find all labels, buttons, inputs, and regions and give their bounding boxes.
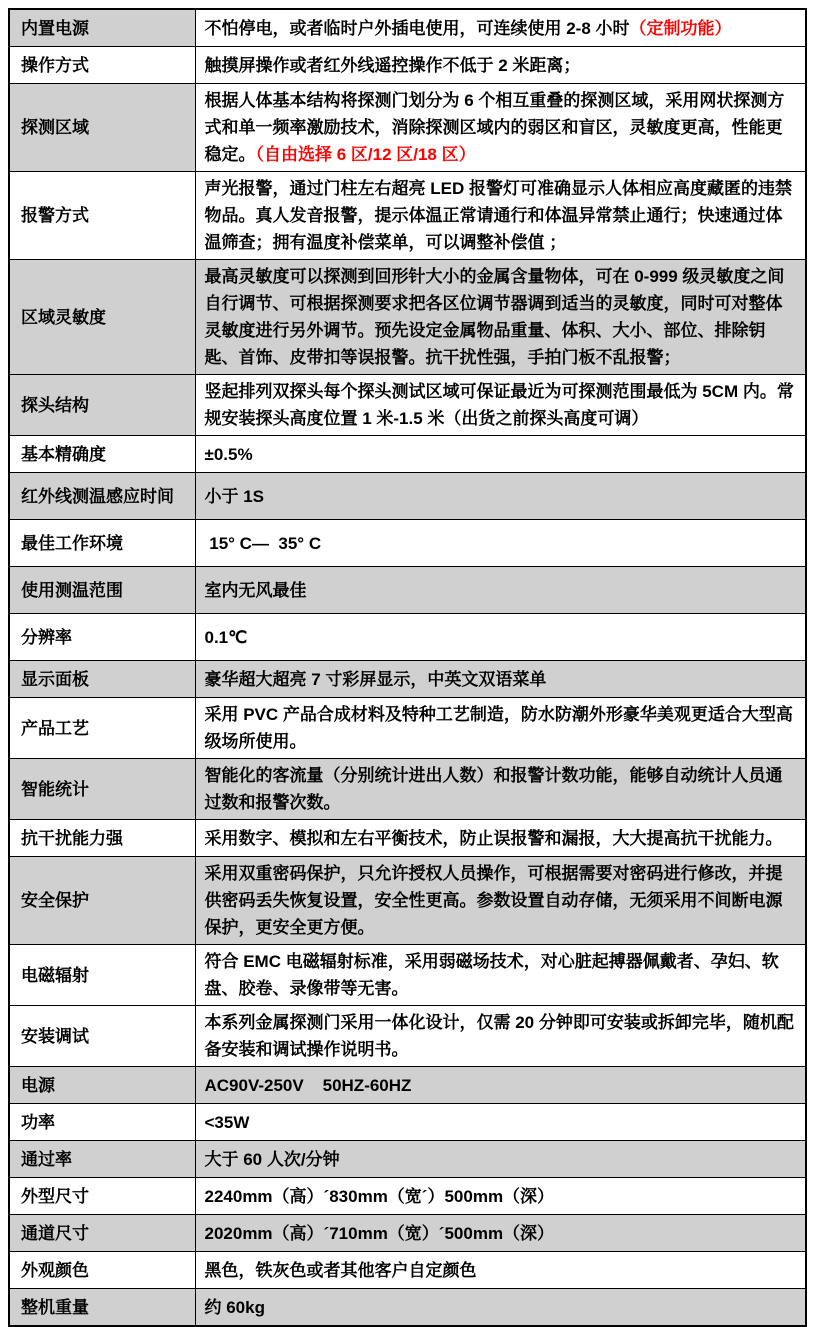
spec-value-text: 2240mm（高）´830mm（宽´）500mm（深） [204, 1186, 555, 1206]
spec-value-text: AC90V-250V 50HZ-60HZ [204, 1075, 412, 1095]
table-row [9, 567, 806, 614]
table-row [9, 47, 806, 84]
spec-value-text: 小于 1S [204, 486, 265, 506]
spec-label: 通道尺寸 [9, 1215, 195, 1252]
spec-value [195, 1104, 806, 1141]
spec-value-text: 符合 EMC 电磁辐射标准，采用弱磁场技术，对心脏起搏器佩戴者、孕妇、软盘、胶卷、录像带等无害。 [204, 952, 779, 998]
spec-value [195, 1141, 806, 1178]
spec-label: 产品工艺 [9, 698, 195, 759]
table-row [9, 945, 806, 1006]
spec-value-text: 采用数字、模拟和左右平衡技术，防止误报警和漏报，大大提高抗干扰能力。 [204, 828, 783, 848]
spec-value-text: 0.1℃ [204, 627, 248, 647]
spec-value-text: 大于 60 人次/分钟 [204, 1149, 340, 1169]
table-row [9, 1252, 806, 1289]
table-row [9, 9, 806, 47]
spec-label: 红外线测温感应时间 [9, 473, 195, 520]
spec-value-text: ±0.5% [204, 444, 253, 464]
spec-value [195, 375, 806, 436]
spec-label: 电磁辐射 [9, 945, 195, 1006]
spec-label: 基本精确度 [9, 436, 195, 473]
spec-label: 使用测温范围 [9, 567, 195, 614]
spec-value [195, 520, 806, 567]
spec-value [195, 698, 806, 759]
spec-value-text: 竖起排列双探头每个探头测试区域可保证最近为可探测范围最低为 5CM 内。常规安装探头高度位置 1 米-1.5 米（出货之前探头高度可调） [204, 382, 794, 428]
spec-label: 探头结构 [9, 375, 195, 436]
table-row [9, 698, 806, 759]
spec-value-text: 采用 PVC 产品合成材料及特种工艺制造，防水防潮外形豪华美观更适合大型高级场所使用。 [204, 705, 793, 751]
spec-label: 外型尺寸 [9, 1178, 195, 1215]
spec-value [195, 436, 806, 473]
spec-value-highlight: （自由选择 6 区/12 区/18 区） [255, 145, 476, 164]
table-row [9, 661, 806, 698]
spec-table [8, 8, 807, 1327]
table-row [9, 172, 806, 260]
spec-value-text: 室内无风最佳 [204, 580, 307, 600]
spec-label: 分辨率 [9, 614, 195, 661]
table-row [9, 1104, 806, 1141]
spec-value-highlight: （定制功能） [629, 18, 732, 38]
spec-label: 区域灵敏度 [9, 260, 195, 375]
spec-value-text: 本系列金属探测门采用一体化设计，仅需 20 分钟即可安装或拆卸完毕，随机配备安装和调试操作说明书。 [204, 1013, 794, 1059]
spec-value [195, 614, 806, 661]
spec-label: 安全保护 [9, 857, 195, 945]
table-row [9, 1289, 806, 1327]
spec-value-text: 不怕停电，或者临时户外插电使用，可连续使用 2-8 小时 [204, 18, 630, 38]
spec-label: 显示面板 [9, 661, 195, 698]
spec-value [195, 84, 806, 172]
spec-value [195, 1252, 806, 1289]
table-row [9, 436, 806, 473]
spec-label: 探测区域 [9, 84, 195, 172]
spec-value [195, 260, 806, 375]
spec-value [195, 9, 806, 47]
spec-label: 电源 [9, 1067, 195, 1104]
spec-value [195, 820, 806, 857]
spec-value-text: 智能化的客流量（分别统计进出人数）和报警计数功能，能够自动统计人员通过数和报警次数。 [204, 766, 783, 812]
spec-value-text: 15° C— 35° C [204, 533, 322, 553]
spec-value-text: 采用双重密码保护，只允许授权人员操作，可根据需要对密码进行修改，并提供密码丢失恢复设置，安全性更高。参数设置自动存储，无须采用不间断电源保护，更安全更方便。 [204, 864, 783, 937]
spec-label: 安装调试 [9, 1006, 195, 1067]
spec-label: 通过率 [9, 1141, 195, 1178]
spec-value-text: 豪华超大超亮 7 寸彩屏显示，中英文双语菜单 [204, 669, 547, 689]
table-row [9, 1141, 806, 1178]
spec-value [195, 1215, 806, 1252]
spec-label: 内置电源 [9, 9, 195, 47]
spec-value [195, 857, 806, 945]
spec-value-text: 约 60kg [204, 1297, 265, 1317]
spec-value [195, 1067, 806, 1104]
table-row [9, 1067, 806, 1104]
spec-label: 抗干扰能力强 [9, 820, 195, 857]
spec-value-text: 根据人体基本结构将探测门划分为 6 个相互重叠的探测区域，采用网状探测方式和单一频率激励技术，消除探测区域内的弱区和盲区，灵敏度更高，性能更稳定。 [204, 91, 785, 164]
table-row [9, 759, 806, 820]
table-row [9, 820, 806, 857]
spec-label: 外观颜色 [9, 1252, 195, 1289]
spec-value [195, 473, 806, 520]
spec-value-text: 最高灵敏度可以探测到回形针大小的金属含量物体，可在 0-999 级灵敏度之间自行调节、可根据探测要求把各区位调节器调到适当的灵敏度，同时可对整体灵敏度进行另外调节。预先设定金属物品重量、体积、大小、部位、排除钥匙、首饰、皮带扣等误报警。抗干扰性强，手拍门板不乱报警； [204, 267, 785, 367]
table-row [9, 614, 806, 661]
table-row [9, 1006, 806, 1067]
table-row [9, 260, 806, 375]
table-row [9, 84, 806, 172]
spec-value [195, 47, 806, 84]
table-row [9, 375, 806, 436]
table-row [9, 1178, 806, 1215]
spec-label: 操作方式 [9, 47, 195, 84]
spec-label: 最佳工作环境 [9, 520, 195, 567]
spec-value-text: 声光报警，通过门柱左右超亮 LED 报警灯可准确显示人体相应高度藏匿的违禁物品。真人发音报警，提示体温正常请通行和体温异常禁止通行；快速通过体温筛查；拥有温度补偿菜单，可以调整补偿值 ； [204, 179, 792, 252]
spec-value [195, 567, 806, 614]
spec-value [195, 759, 806, 820]
spec-label: 功率 [9, 1104, 195, 1141]
spec-value [195, 172, 806, 260]
table-row [9, 520, 806, 567]
spec-value-text: <35W [204, 1112, 250, 1132]
spec-value [195, 1006, 806, 1067]
spec-value [195, 661, 806, 698]
spec-label: 智能统计 [9, 759, 195, 820]
spec-value-text: 触摸屏操作或者红外线遥控操作不低于 2 米距离； [204, 55, 581, 75]
spec-value-text: 2020mm（高）´710mm（宽）´500mm（深） [204, 1223, 555, 1243]
table-row [9, 1215, 806, 1252]
table-row [9, 473, 806, 520]
spec-value [195, 1178, 806, 1215]
spec-label: 整机重量 [9, 1289, 195, 1327]
table-row [9, 857, 806, 945]
spec-value-text: 黑色，铁灰色或者其他客户自定颜色 [204, 1260, 477, 1280]
spec-value [195, 1289, 806, 1327]
spec-label: 报警方式 [9, 172, 195, 260]
spec-value [195, 945, 806, 1006]
